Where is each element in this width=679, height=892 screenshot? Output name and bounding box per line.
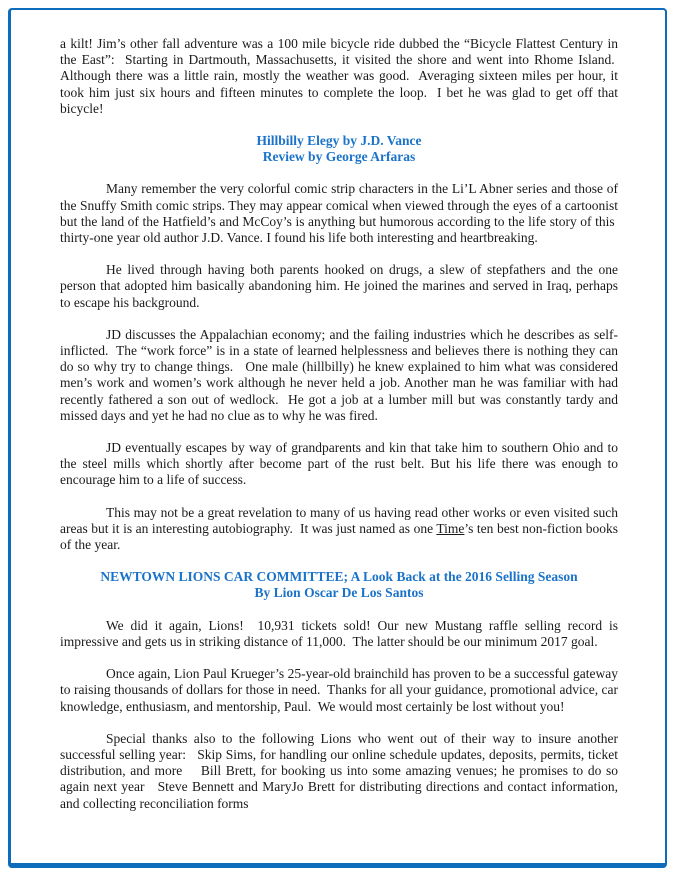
paragraph-tickets-sold: We did it again, Lions! 10,931 tickets sold! Our new Mustang raffle selling record is impressive and gets us in striking distance of 11,000. The latter should be our minimum 2017 goal. <box>60 617 618 649</box>
review-title: Hillbilly Elegy by J.D. Vance <box>256 133 422 149</box>
paragraph-review-comic-strips: Many remember the very colorful comic strip characters in the Li’L Abner series and those of the Snuffy Smith comic strips. They may appear comical when viewed through the eyes of a cartoonist but the land of the Hatfield’s and McCoy’s is anything but humorous according to the life story of this thirty-one year old author J.D. Vance. I found his life both interesting and heartbreaking. <box>60 181 618 246</box>
paragraph-review-time-books <box>60 505 618 554</box>
car-committee-title: NEWTOWN LIONS CAR COMMITTEE; A Look Back at the 2016 Selling Season <box>100 569 578 585</box>
paragraph-review-parents: He lived through having both parents hooked on drugs, a slew of stepfathers and the one person that adopted him basically abandoning him. He joined the marines and served in Iraq, perhaps to escape his background. <box>60 262 618 310</box>
review-section-heading <box>60 133 618 165</box>
paragraph-review-escape: JD eventually escapes by way of grandparents and kin that take him to southern Ohio and to the steel mills which shortly after become part of the rust belt. But his life there was enough to encourage him to a life of success. <box>60 440 618 488</box>
review-byline: Review by George Arfaras <box>262 149 416 165</box>
car-committee-section-heading <box>60 569 618 601</box>
time-paragraph-after: ’s ten best non-fiction books of the year. <box>60 520 619 553</box>
paragraph-special-thanks: Special thanks also to the following Lions who went out of their way to insure another successful selling year: Skip Sims, for handling our online schedule updates, deposits, permits, ticket distribution, and more Bill Brett, for booking us into some amazing venues; he promises to do so again next year Steve Bennett and MaryJo Brett for distributing directions and contact information, and collecting reconciliation forms <box>60 730 618 811</box>
time-underlined-word: Time <box>436 520 465 536</box>
time-paragraph-before: This may not be a great revelation to many of us having read other works or even visited such areas but it is an interesting autobiography. It was just named as one <box>60 504 618 536</box>
paragraph-bicycle-ride: a kilt! Jim’s other fall adventure was a 100 mile bicycle ride dubbed the “Bicycle Flattest Century in the East”: Starting in Dartmouth, Massachusetts, it visited the shore and went into Rhome Island. Although there was a little rain, mostly the weather was good. Averaging sixteen miles per hour, it took him just six hours and fifteen minutes to complete the loop. I bet he was glad to get off that bicycle! <box>60 36 618 116</box>
paragraph-paul-krueger: Once again, Lion Paul Krueger’s 25-year-old brainchild has proven to be a successful gateway to raising thousands of dollars for those in need. Thanks for all your guidance, promotional advice, car knowledge, enthusiasm, and mentorship, Paul. We would most certainly be lost without you! <box>60 666 618 714</box>
page-border-frame <box>8 8 667 868</box>
car-committee-byline: By Lion Oscar De Los Santos <box>254 585 424 601</box>
paragraph-review-economy: JD discusses the Appalachian economy; and the failing industries which he describes as self-inflicted. The “work force” is in a state of learned helplessness and believes there is nothing they can do so why try to change things. One male (hillbilly) he knew explained to him what was considered men’s work and women’s work although he never held a job. Another man he was familiar with had recently fathered a son out of wedlock. He got a job at a lumber mill but was constantly tardy and missed days and yet he had no clue as to why he was fired. <box>60 326 618 423</box>
